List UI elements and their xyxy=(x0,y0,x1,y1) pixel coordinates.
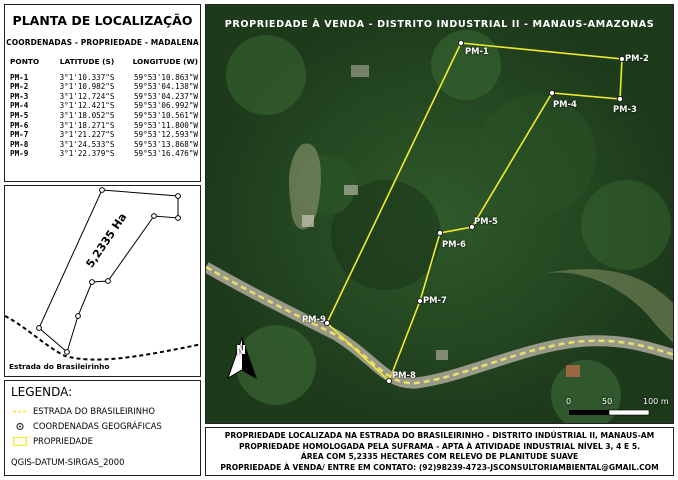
coordinate-lon: 59°53'11.800"W xyxy=(133,120,198,130)
sketch-road-dashed xyxy=(5,316,201,360)
map-imagery xyxy=(206,5,674,424)
coordinate-lat: 3°1'24.533"S xyxy=(59,139,115,149)
map-vertex-6[interactable] xyxy=(437,230,442,235)
map-vertex-1[interactable] xyxy=(458,40,463,45)
road-label: Estrada do Brasileirinho xyxy=(9,362,110,371)
map-vertex-8[interactable] xyxy=(386,378,391,383)
pm-label-2: PM-2 xyxy=(625,53,649,63)
coordinate-point: PM-2 xyxy=(10,82,29,92)
footer-line-2: PROPRIEDADE HOMOLOGADA PELA SUFRAMA - APTA À ATIVIDADE INDUSTRIAL NÍVEL 3, 4 E 5. xyxy=(238,441,641,451)
coordinate-row xyxy=(8,73,200,83)
coordinate-lat: 3°1'18.271"S xyxy=(59,120,115,130)
satellite-map[interactable] xyxy=(205,4,674,424)
pm-label-7: PM-7 xyxy=(423,295,447,305)
sketch-vertex-7 xyxy=(76,314,81,319)
polygon-outline-icon xyxy=(13,437,27,446)
scale-label-100: 100 m xyxy=(643,397,669,406)
coordinate-lon: 59°53'04.138"W xyxy=(133,82,198,92)
sketch-vertex-3 xyxy=(176,216,181,221)
sketch-panel xyxy=(4,185,201,377)
pm-label-9: PM-9 xyxy=(302,314,326,324)
sketch-property-outline xyxy=(39,190,178,352)
coordinate-point: PM-4 xyxy=(10,101,29,111)
scale-label-0: 0 xyxy=(566,397,572,406)
legend-property-label: PROPRIEDADE xyxy=(33,436,93,446)
sketch-vertex-1 xyxy=(100,188,105,193)
coordinate-row xyxy=(8,111,200,121)
coordinate-lat: 3°1'21.227"S xyxy=(59,130,115,140)
crs-label: QGIS-DATUM-SIRGAS_2000 xyxy=(11,457,125,467)
sketch-vertex-6 xyxy=(90,280,95,285)
pm-label-4: PM-4 xyxy=(553,99,577,109)
sketch-vertex-8 xyxy=(65,350,70,355)
coordinate-point: PM-9 xyxy=(10,149,29,159)
coordinate-lon: 59°53'04.237"W xyxy=(133,91,198,101)
coordinate-point: PM-8 xyxy=(10,139,29,149)
header-longitude: LONGITUDE (W) xyxy=(132,57,198,66)
legend-item-road xyxy=(13,406,155,416)
footer-line-1: PROPRIEDADE LOCALIZADA NA ESTRADA DO BRASILEIRINHO - DISTRITO INDÚSTRIAL II, MANAUS-AM xyxy=(224,431,655,440)
point-marker-icon xyxy=(13,422,27,431)
pm-label-1: PM-1 xyxy=(465,46,489,56)
coordinate-row xyxy=(8,82,200,92)
map-vertex-7[interactable] xyxy=(417,298,422,303)
legend-item-property xyxy=(13,436,93,446)
coordinate-row xyxy=(8,92,200,102)
sketch-vertex-9 xyxy=(37,326,42,331)
coordinate-row xyxy=(8,121,200,131)
coordinate-point: PM-3 xyxy=(10,91,29,101)
pm-label-5: PM-5 xyxy=(474,216,498,226)
legend-panel xyxy=(4,380,201,476)
scale-bar xyxy=(569,410,649,415)
legend-item-coordinates xyxy=(13,421,162,431)
legend-title: LEGENDA: xyxy=(11,385,73,399)
coordinate-row xyxy=(8,130,200,140)
coordinate-point: PM-5 xyxy=(10,110,29,120)
footer-line-4: PROPRIEDADE À VENDA/ ENTRE EM CONTATO: (92)98239-4723-JSCONSULTORIAMBIENTAL@GMAIL.COM xyxy=(220,462,659,472)
road-symbol-icon xyxy=(13,407,27,416)
header-point: PONTO xyxy=(10,57,40,66)
map-vertex-4[interactable] xyxy=(549,90,554,95)
coordinate-point: PM-1 xyxy=(10,72,29,82)
coordinate-row xyxy=(8,140,200,150)
area-label: 5,2335 Ha xyxy=(83,210,130,271)
coordinate-lat: 3°1'10.982"S xyxy=(59,82,115,92)
coordinate-lon: 59°53'16.476"W xyxy=(133,149,198,159)
pm-label-6: PM-6 xyxy=(442,239,466,249)
coordinate-lon: 59°53'10.561"W xyxy=(133,110,198,120)
sketch-plan xyxy=(5,186,201,377)
scale-label-50: 50 xyxy=(602,397,613,406)
pm-label-3: PM-3 xyxy=(613,104,637,114)
coordinate-point: PM-6 xyxy=(10,120,29,130)
pm-label-8: PM-8 xyxy=(392,370,416,380)
coordinate-lon: 59°53'12.593"W xyxy=(133,130,198,140)
coordinate-lat: 3°1'12.724"S xyxy=(59,91,115,101)
map-title: PROPRIEDADE À VENDA - DISTRITO INDUSTRIAL II - MANAUS-AMAZONAS xyxy=(224,19,655,30)
map-vertex-2[interactable] xyxy=(619,56,624,61)
sketch-vertex-4 xyxy=(152,214,157,219)
header-latitude: LATITUDE (S) xyxy=(59,57,115,66)
coordinate-lat: 3°1'18.052"S xyxy=(59,110,115,120)
coordinate-lon: 59°53'10.863"W xyxy=(133,72,198,82)
coordinates-subtitle: COORDENADAS - PROPRIEDADE - MADALENA xyxy=(6,38,199,47)
info-footer xyxy=(205,427,674,476)
coordinate-row xyxy=(8,149,200,159)
coordinate-lat: 3°1'22.379"S xyxy=(59,149,115,159)
location-panel xyxy=(4,4,201,182)
sketch-vertices xyxy=(37,188,181,355)
coordinate-row xyxy=(8,101,200,111)
coordinates-table xyxy=(8,57,200,159)
coordinate-lon: 59°53'13.868"W xyxy=(133,139,198,149)
legend-coordinates-label: COORDENADAS GEOGRÁFICAS xyxy=(33,421,162,431)
sketch-vertex-5 xyxy=(106,279,111,284)
sketch-vertex-2 xyxy=(176,194,181,199)
map-vertex-3[interactable] xyxy=(617,96,622,101)
legend-road-label: ESTRADA DO BRASILEIRINHO xyxy=(33,406,155,416)
coordinate-lon: 59°53'06.992"W xyxy=(133,101,198,111)
north-label: N xyxy=(236,343,247,357)
coordinate-lat: 3°1'10.337"S xyxy=(59,72,115,82)
footer-line-3: ÁREA COM 5,2335 HECTARES COM RELEVO DE PLANITUDE SUAVE xyxy=(300,452,579,461)
location-panel-title: PLANTA DE LOCALIZAÇÃO xyxy=(12,13,193,28)
coordinate-point: PM-7 xyxy=(10,130,29,140)
coordinate-lat: 3°1'12.421"S xyxy=(59,101,115,111)
